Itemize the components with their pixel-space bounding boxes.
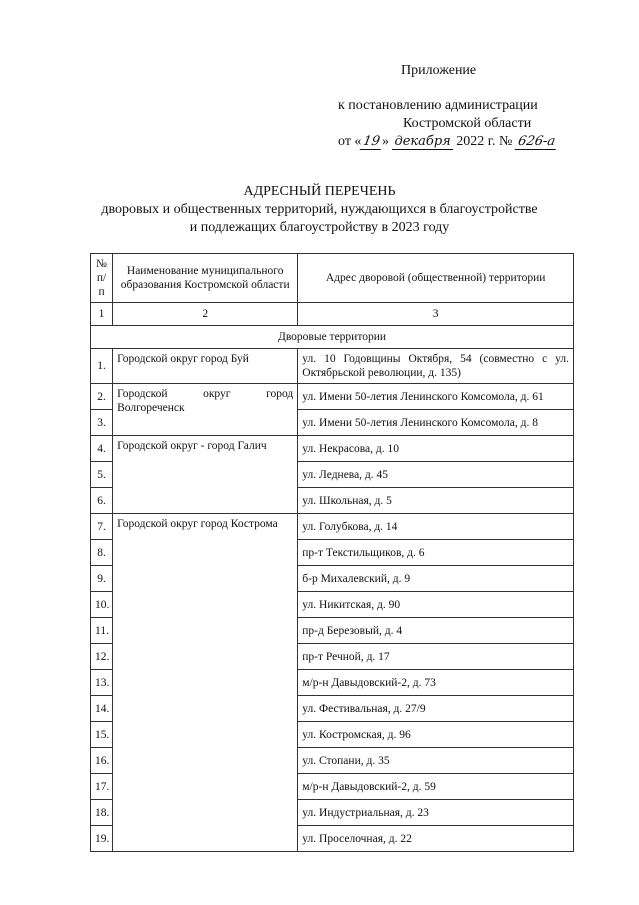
table-row — [91, 384, 574, 410]
address-table — [90, 253, 574, 852]
document-title: АДРЕСНЫЙ ПЕРЕЧЕНЬ — [243, 184, 396, 199]
row-number: 14. — [91, 696, 113, 722]
appendix-label: Приложение — [401, 63, 477, 78]
date-suffix: 2022 г. № — [456, 134, 513, 149]
row-number: 18. — [91, 800, 113, 826]
row-number: 12. — [91, 644, 113, 670]
address-cell: ул. Некрасова, д. 10 — [298, 436, 574, 462]
municipality-name: Городской округ - город Галич — [113, 436, 298, 514]
row-number: 1. — [91, 349, 113, 384]
address-cell: ул. Голубкова, д. 14 — [298, 514, 574, 540]
row-number: 5. — [91, 462, 113, 488]
table-header-row — [91, 254, 574, 303]
row-number: 8. — [91, 540, 113, 566]
row-number: 19. — [91, 826, 113, 852]
address-cell: м/р-н Давыдовский-2, д. 73 — [298, 670, 574, 696]
handwritten-month: декабря — [394, 134, 451, 149]
decree-reference: к постановлению администрации — [338, 98, 538, 113]
document-subtitle-2: и подлежащих благоустройству в 2023 году — [189, 220, 450, 235]
address-cell: ул. 10 Годовщины Октября, 54 (совместно с ул. Октябрьской революции, д. 135) — [298, 349, 574, 384]
handwritten-number: 626-а — [515, 135, 559, 150]
address-cell: пр-т Речной, д. 17 — [298, 644, 574, 670]
region-name: Костромской области — [403, 116, 532, 131]
address-cell: м/р-н Давыдовский-2, д. 59 — [298, 774, 574, 800]
address-cell: ул. Стопани, д. 35 — [298, 748, 574, 774]
address-cell: ул. Школьная, д. 5 — [298, 488, 574, 514]
header-num: № п/п — [91, 254, 113, 303]
col-number-2: 2 — [113, 303, 298, 326]
row-number: 15. — [91, 722, 113, 748]
row-number: 4. — [91, 436, 113, 462]
column-number-row — [91, 303, 574, 326]
address-cell: ул. Никитская, д. 90 — [298, 592, 574, 618]
address-cell: б-р Михалевский, д. 9 — [298, 566, 574, 592]
address-cell: ул. Имени 50-летия Ленинского Комсомола, д. 8 — [298, 410, 574, 436]
address-cell: ул. Индустриальная, д. 23 — [298, 800, 574, 826]
municipality-name: Городской округ город Буй — [113, 349, 298, 384]
table-row — [91, 436, 574, 462]
document-subtitle-1: дворовых и общественных территорий, нуждающихся в благоустройстве — [101, 202, 538, 217]
section-title: Дворовые территории — [91, 326, 574, 349]
address-cell: пр-д Березовый, д. 4 — [298, 618, 574, 644]
handwritten-day: 19 — [360, 135, 383, 150]
municipality-name: Городской округ город Кострома — [113, 514, 298, 852]
header-name: Наименование муниципального образования Костромской области — [113, 254, 298, 303]
row-number: 3. — [91, 410, 113, 436]
date-prefix: от « — [338, 134, 362, 149]
address-cell: ул. Имени 50-летия Ленинского Комсомола, д. 61 — [298, 384, 574, 410]
header-addr: Адрес дворовой (общественной) территории — [298, 254, 574, 303]
row-number: 6. — [91, 488, 113, 514]
row-number: 13. — [91, 670, 113, 696]
table-row — [91, 514, 574, 540]
col-number-1: 1 — [91, 303, 113, 326]
address-cell: ул. Фестивальная, д. 27/9 — [298, 696, 574, 722]
row-number: 17. — [91, 774, 113, 800]
municipality-name: Городской округ город Волгореченск — [113, 384, 298, 436]
address-cell: ул. Проселочная, д. 22 — [298, 826, 574, 852]
row-number: 11. — [91, 618, 113, 644]
row-number: 16. — [91, 748, 113, 774]
address-cell: пр-т Текстильщиков, д. 6 — [298, 540, 574, 566]
address-cell: ул. Костромская, д. 96 — [298, 722, 574, 748]
table-row — [91, 349, 574, 384]
address-cell: ул. Леднева, д. 45 — [298, 462, 574, 488]
section-row — [91, 326, 574, 349]
row-number: 9. — [91, 566, 113, 592]
col-number-3: 3 — [298, 303, 574, 326]
decree-date-line — [338, 134, 557, 150]
row-number: 7. — [91, 514, 113, 540]
date-mid: » — [381, 134, 389, 149]
row-number: 2. — [91, 384, 113, 410]
row-number: 10. — [91, 592, 113, 618]
